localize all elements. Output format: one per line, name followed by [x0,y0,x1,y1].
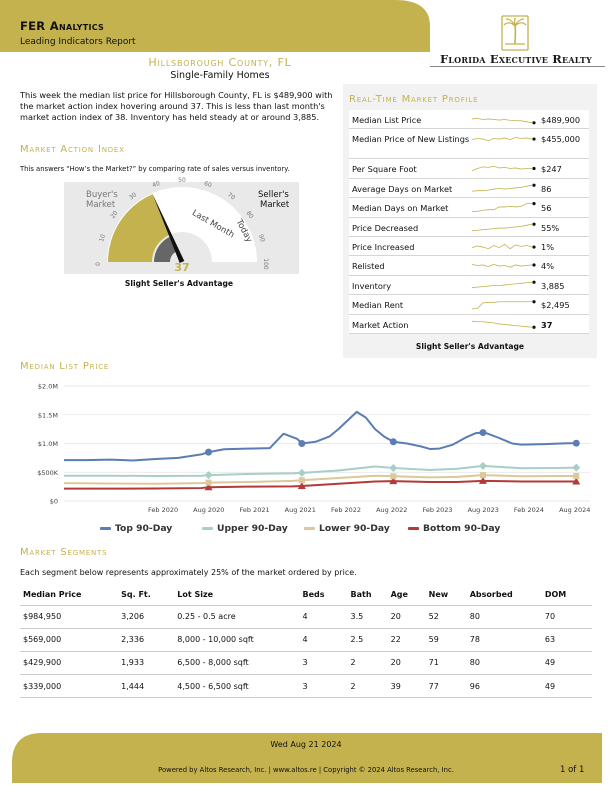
market-profile-caption: Slight Seller's Advantage [415,342,525,351]
table-cell: 59 [426,628,467,651]
table-cell: 80 [467,651,542,674]
sparkline-line [472,265,532,268]
gauge-scale-label: 20 [109,209,120,221]
profile-row-label: Median Price of New Listings [352,134,470,145]
series-line [64,466,576,476]
table-cell: 22 [388,628,426,651]
x-tick-label: Aug 2020 [193,506,225,514]
profile-row [349,110,589,129]
gauge-scale-label: 90 [256,233,266,243]
gauge-scale-label: 60 [203,180,213,190]
sparkline-line [472,185,532,191]
series-point [298,469,306,477]
legend-label: Lower 90-Day [319,523,390,534]
sparkline [472,240,538,253]
chart-legend [100,523,520,537]
legend-swatch [100,527,111,530]
table-cell: 3.5 [348,605,388,628]
profile-row-value: $489,900 [541,115,581,125]
brand-title: FER Analytics [20,19,105,33]
profile-row [349,276,589,295]
column-header: Bath [348,585,388,605]
legend-label: Top 90-Day [115,523,173,534]
column-header: Sq. Ft. [118,585,174,605]
column-header: DOM [542,585,592,605]
table-cell: $339,000 [20,675,118,698]
sparkline [472,201,538,214]
profile-row-value: 55% [541,222,560,233]
column-header: Median Price [20,585,118,605]
y-tick-label: $1.5M [37,411,58,420]
page-number: 1 of 1 [560,765,585,775]
profile-row [349,159,589,178]
table-row [20,605,592,628]
series-line [64,481,576,489]
sparkline [472,113,538,126]
x-tick-label: Feb 2021 [239,506,270,514]
legend-item [304,523,390,534]
series-point [205,449,212,456]
sparkline-line [472,321,532,327]
table-cell: 20 [388,605,426,628]
table-cell: 80 [467,605,542,628]
table-cell: 4,500 - 6,500 sqft [174,675,299,698]
table-cell: 1,933 [118,651,174,674]
profile-row-label: Median List Price [352,115,422,125]
table-cell: 1,444 [118,675,174,698]
median-list-price-title: Median List Price [20,361,110,372]
x-tick-label: Feb 2020 [148,506,179,514]
table-cell: 8,000 - 10,000 sqft [174,628,299,651]
sparkline-line [472,224,532,231]
profile-row-value: $2,495 [541,300,570,311]
table-cell: 3,206 [118,605,174,628]
sparkline-point [532,300,535,303]
market-segments-title: Market Segments [20,547,108,558]
column-header: Beds [299,585,347,605]
table-header-row [20,585,592,605]
profile-row [349,218,589,237]
sparkline-point [532,264,535,267]
series-point [480,472,486,478]
table-cell: 2.5 [348,628,388,651]
profile-row-value: 86 [541,183,552,194]
table-cell: 3 [299,675,347,698]
sellers-market-label-1: Seller's [258,190,289,200]
buyers-market-label-2: Market [86,200,116,210]
footer-credit: Powered by Altos Research, Inc. | www.altos.re | Copyright © 2024 Altos Research, Inc. [158,766,454,774]
profile-row-label: Median Rent [352,300,404,311]
sparkline [472,298,538,311]
y-tick-label: $0 [49,497,58,506]
table-cell: 49 [542,651,592,674]
sparkline-line [472,138,532,141]
table-cell: $569,000 [20,628,118,651]
market-segments-description: Each segment below represents approximately 25% of the market ordered by price. [20,568,357,577]
sparkline-point [532,222,535,225]
sparkline-line [472,282,532,288]
profile-row-label: Per Square Foot [352,164,417,175]
sparkline-point [532,325,535,328]
x-tick-label: Feb 2024 [513,506,545,514]
intro-paragraph: This week the median list price for Hillsborough County, FL is $489,900 with the market action index hovering around 37. This is less than last month's market action index of 38. Inventory has held steady at or around 3,885. [20,90,333,123]
x-tick-label: Aug 2021 [284,506,316,514]
series-point [479,429,486,436]
gauge-scale-label: 30 [127,191,139,202]
table-row [20,628,592,651]
logo-text: Florida Executive Realty [439,52,592,66]
y-tick-label: $2.0M [37,382,58,391]
table-cell: 3 [299,651,347,674]
profile-row [349,256,589,275]
series-point [572,464,580,472]
report-subtitle: Leading Indicators Report [20,37,136,47]
profile-row-label: Average Days on Market [352,183,453,194]
table-cell: 70 [542,605,592,628]
gauge-scale-label: 80 [244,209,255,221]
sparkline-point [532,121,535,124]
profile-row [349,237,589,256]
profile-row-label: Market Action [352,319,409,330]
table-cell: 39 [388,675,426,698]
market-segments-table [20,585,592,698]
sparkline [472,221,538,234]
gauge-scale-label: 70 [225,191,237,202]
sparkline-line [472,167,532,171]
profile-row-label: Median Days on Market [352,203,449,214]
y-tick-label: $1.0M [37,440,58,448]
sparkline-point [532,183,535,186]
profile-row-value: 56 [541,203,552,214]
series-point [389,464,397,472]
table-cell: 2,336 [118,628,174,651]
legend-label: Bottom 90-Day [423,523,501,534]
column-header: Absorbed [467,585,542,605]
table-cell: 6,500 - 8,000 sqft [174,651,299,674]
sparkline-line [472,118,532,122]
sparkline-point [532,138,535,141]
gauge-scale-label: 50 [178,177,186,184]
gauge-caption: Slight Seller's Advantage [124,279,234,288]
market-action-title: Market Action Index [20,144,125,155]
y-tick-label: $500K [37,468,58,477]
x-tick-label: Aug 2022 [376,506,408,514]
table-cell: $429,900 [20,651,118,674]
table-row [20,651,592,674]
profile-row-value: 37 [541,319,553,330]
legend-label: Upper 90-Day [217,523,288,534]
table-cell: 52 [426,605,467,628]
sellers-market-label-2: Market [260,200,290,210]
gauge-scale-label: 100 [262,258,269,270]
series-point [573,440,580,447]
profile-row-label: Price Decreased [352,222,419,233]
column-header: Lot Size [174,585,299,605]
series-point [390,438,397,445]
series-point [299,477,305,483]
table-cell: 71 [426,651,467,674]
profile-row-label: Relisted [352,261,385,272]
gauge-last-month-label: Last Month [190,208,236,241]
profile-row-value: 3,885 [541,280,565,291]
sparkline-line [472,244,532,248]
profile-row-value: $455,000 [541,134,581,145]
legend-item [408,523,500,534]
table-cell: 2 [348,675,388,698]
table-cell: 2 [348,651,388,674]
profile-row-label: Inventory [352,280,392,291]
sparkline [472,182,538,195]
series-line [64,412,576,461]
gauge-value: 37 [174,261,190,274]
gauge-svg [64,177,299,274]
profile-row [349,198,589,217]
sparkline [472,279,538,292]
report-date: Wed Aug 21 2024 [270,740,342,749]
table-row [20,675,592,698]
profile-row [349,129,589,159]
legend-item [100,523,172,534]
profile-row-value: 1% [541,241,554,252]
legend-swatch [304,527,315,530]
table-cell: 20 [388,651,426,674]
series-point [573,473,579,479]
table-cell: 49 [542,675,592,698]
column-header: Age [388,585,426,605]
table-cell: $984,950 [20,605,118,628]
gauge-scale-label: 0 [95,262,102,266]
profile-row-value: 4% [541,261,554,272]
series-point [206,480,212,486]
county-title: Hillsborough County, FL [148,56,292,69]
sparkline-point [532,280,535,283]
x-tick-label: Aug 2023 [467,506,499,514]
sparkline [472,318,538,331]
sparkline-point [532,245,535,248]
market-action-gauge [64,177,299,274]
sparkline-point [532,167,535,170]
table-cell: 4 [299,605,347,628]
gauge-today-label: Today [233,217,254,245]
buyers-market-label-1: Buyer's [86,190,118,200]
legend-swatch [408,527,419,530]
table-cell: 4 [299,628,347,651]
market-action-description: This answers “How’s the Market?” by comparing rate of sales versus inventory. [20,165,290,173]
legend-swatch [202,527,213,530]
series-point [479,462,487,470]
logo-divider [430,66,605,67]
profile-row [349,295,589,314]
series-point [298,440,305,447]
sparkline-line [472,302,532,309]
profile-row [349,179,589,198]
table-cell: 78 [467,628,542,651]
profile-row-value: $247 [541,164,562,175]
sparkline-point [532,202,535,205]
sparkline-line [472,204,532,212]
sparkline [472,259,538,272]
table-cell: 77 [426,675,467,698]
gauge-scale-label: 40 [151,180,161,190]
sparkline [472,132,538,145]
profile-row-label: Price Increased [352,241,415,252]
x-tick-label: Feb 2022 [330,506,362,514]
gauge-scale-label: 10 [98,233,108,243]
x-tick-label: Aug 2024 [559,506,591,514]
column-header: New [426,585,467,605]
property-type: Single-Family Homes [170,70,270,81]
table-cell: 63 [542,628,592,651]
market-profile-title: Real-Time Market Profile [349,94,479,105]
sparkline [472,162,538,175]
x-tick-label: Feb 2023 [422,506,453,514]
market-profile-table [349,110,589,334]
table-cell: 96 [467,675,542,698]
table-cell: 0.25 - 0.5 acre [174,605,299,628]
series-point [390,473,396,479]
profile-row [349,315,589,334]
median-list-price-chart [20,376,595,516]
legend-item [202,523,288,534]
